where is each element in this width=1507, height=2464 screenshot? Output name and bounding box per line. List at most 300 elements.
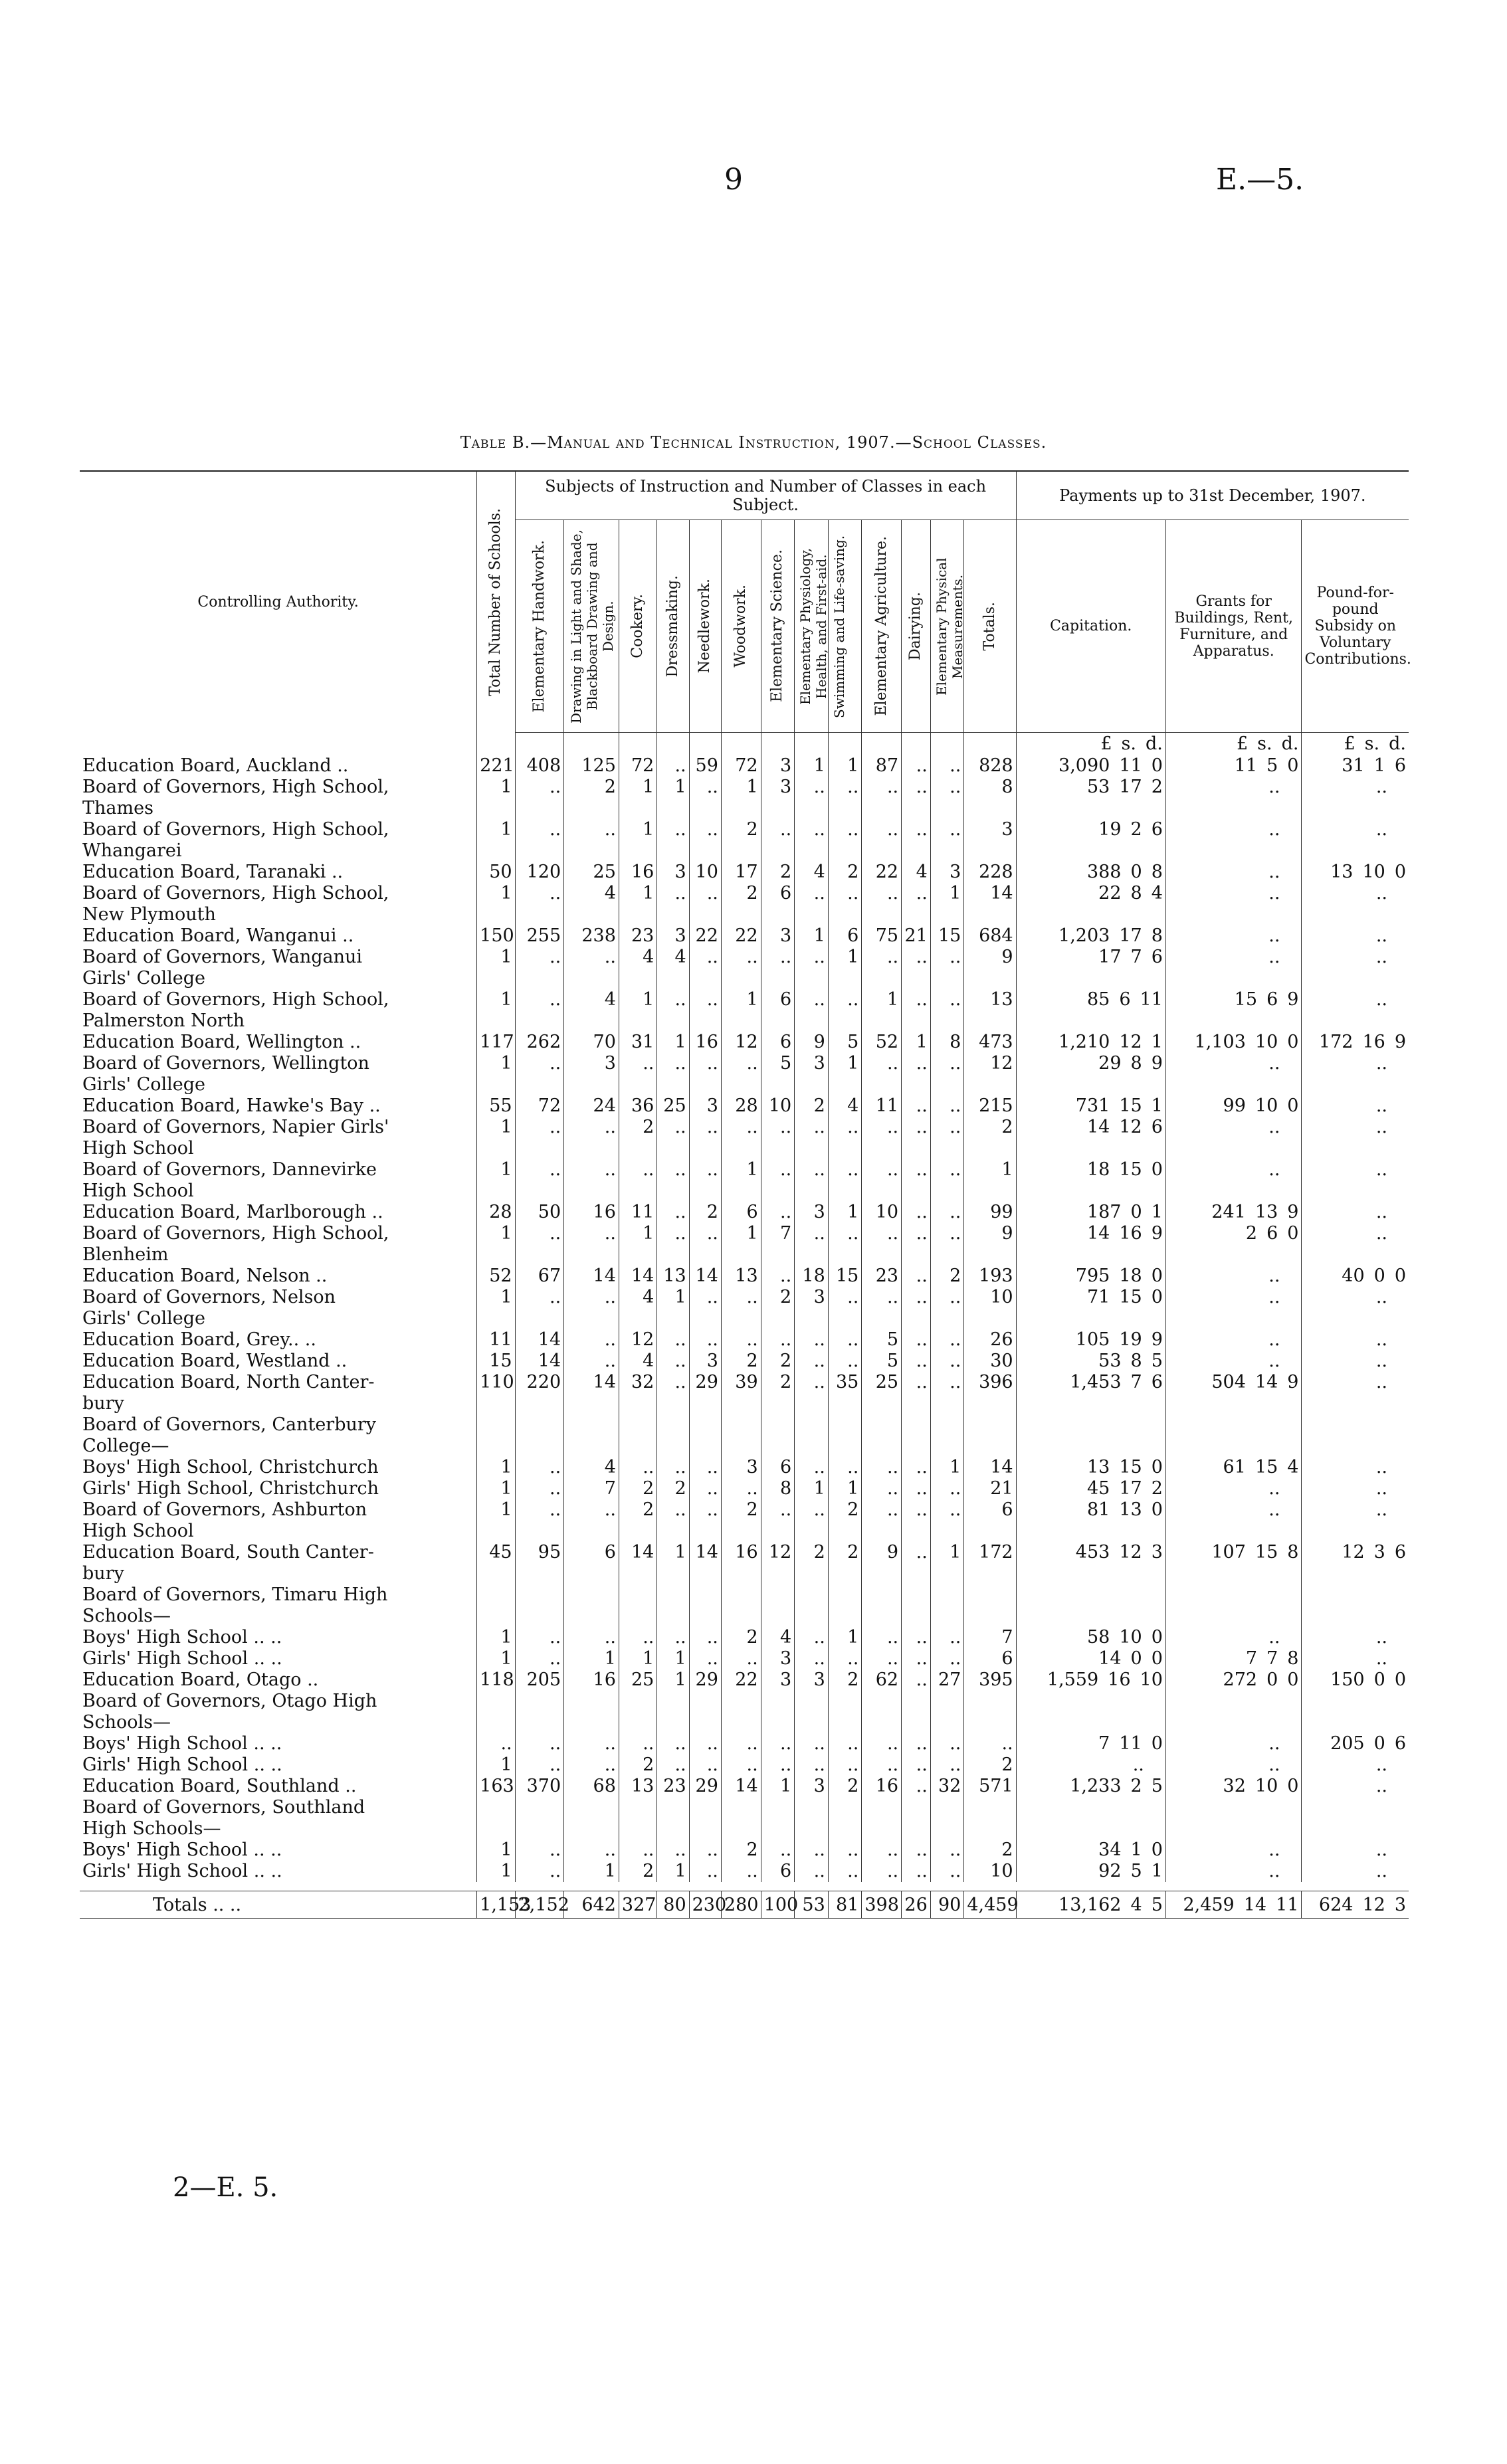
value-cell: 13 [964, 989, 1016, 1010]
value-cell [477, 1436, 515, 1457]
value-cell [902, 904, 931, 925]
value-cell [828, 968, 862, 989]
value-cell [689, 1436, 721, 1457]
value-cell [862, 1691, 902, 1712]
value-cell [689, 1010, 721, 1032]
grant-cell [1165, 1329, 1302, 1351]
grant-part: 5 [1266, 755, 1278, 776]
value-cell: .. [828, 1840, 862, 1861]
value-cell: .. [619, 1840, 656, 1861]
value-cell: 6 [761, 1032, 795, 1053]
sub-part: 3 [1373, 1541, 1385, 1563]
table-row [80, 1691, 1409, 1712]
value-cell: 22 [689, 925, 721, 947]
table-row [80, 1606, 1409, 1627]
cap-cell [1016, 1329, 1165, 1351]
value-cell [964, 1584, 1016, 1606]
value-cell [795, 1010, 829, 1032]
grant-part: 11 [1234, 755, 1258, 776]
value-cell: .. [689, 1159, 721, 1181]
grant-part: 14 [1255, 1371, 1278, 1392]
value-cell: 1 [477, 1478, 515, 1499]
value-cell: 80 [657, 1891, 689, 1919]
table-row [80, 1840, 1409, 1861]
grant-part: 13 [1255, 1201, 1278, 1222]
value-cell [930, 1606, 964, 1627]
value-cell: .. [795, 1499, 829, 1521]
authority-cell: Boys' High School, Christchurch [82, 1456, 379, 1477]
table-row [80, 1266, 1409, 1287]
value-cell [721, 1584, 761, 1606]
value-cell [930, 1010, 964, 1032]
sub-cell [1302, 1840, 1409, 1861]
value-cell [761, 1181, 795, 1202]
grant-part: .. [1268, 882, 1280, 903]
value-cell: .. [902, 947, 931, 968]
value-cell: .. [828, 819, 862, 840]
authority-cell: Education Board, Nelson .. [82, 1265, 328, 1286]
value-cell [862, 1436, 902, 1457]
grant-part: .. [1268, 1116, 1280, 1137]
value-cell: 5 [862, 1329, 902, 1351]
cap-cell [1016, 1478, 1165, 1499]
table-row [80, 777, 1409, 798]
value-cell: 13 [657, 1266, 689, 1287]
value-cell: 2 [964, 1840, 1016, 1861]
value-cell: 1 [619, 1648, 656, 1669]
cap-cell [1016, 1563, 1165, 1584]
value-cell: .. [862, 1287, 902, 1308]
value-cell: 2 [619, 1478, 656, 1499]
value-cell [964, 1010, 1016, 1032]
value-cell: 24 [564, 1095, 619, 1117]
sub-cell [1302, 1499, 1409, 1521]
table-row [80, 968, 1409, 989]
cap-part: 1 [1130, 1839, 1142, 1860]
grant-part: .. [1268, 1265, 1280, 1286]
cap-cell [1016, 1223, 1165, 1244]
value-cell [828, 1606, 862, 1627]
value-cell [828, 1074, 862, 1095]
value-cell: 1 [795, 925, 829, 947]
value-cell: .. [902, 1095, 931, 1117]
value-cell: 1 [657, 1648, 689, 1669]
value-cell: 14 [689, 1542, 721, 1563]
value-cell: 4 [902, 862, 931, 883]
authority-cell: High Schools— [82, 1818, 221, 1839]
value-cell: 18 [795, 1266, 829, 1287]
value-cell: .. [689, 883, 721, 904]
value-cell: 2 [721, 819, 761, 840]
value-cell [564, 1436, 619, 1457]
cap-part: 1 [1151, 1031, 1163, 1052]
value-cell: .. [795, 819, 829, 840]
sub-part: .. [1375, 1499, 1387, 1520]
value-cell: 29 [689, 1776, 721, 1797]
cap-part: .. [1132, 1754, 1144, 1775]
value-cell [930, 1712, 964, 1733]
sub-cell [1302, 1393, 1409, 1414]
value-cell [902, 1584, 931, 1606]
grant-part: 6 [1266, 1222, 1278, 1244]
value-cell: .. [930, 1223, 964, 1244]
value-cell: .. [930, 947, 964, 968]
value-cell: .. [930, 777, 964, 798]
value-cell: 7 [964, 1627, 1016, 1648]
cap-part: 1,210 [1058, 1031, 1110, 1052]
value-cell: 1 [619, 883, 656, 904]
grant-cell [1165, 1202, 1302, 1223]
value-cell: .. [795, 1648, 829, 1669]
value-cell: .. [564, 1840, 619, 1861]
cap-part: 6 [1119, 989, 1131, 1010]
value-cell: .. [862, 1159, 902, 1181]
cap-cell [1016, 862, 1165, 883]
value-cell: 8 [964, 777, 1016, 798]
value-cell [795, 1584, 829, 1606]
value-cell: 684 [964, 925, 1016, 947]
value-cell: 370 [515, 1776, 564, 1797]
value-cell: 1 [619, 777, 656, 798]
cap-part: 1 [1151, 1095, 1163, 1116]
value-cell: .. [515, 947, 564, 968]
value-cell: .. [761, 1329, 795, 1351]
value-cell [761, 1712, 795, 1733]
cap-part: 7 [1130, 946, 1142, 967]
value-cell: .. [795, 1457, 829, 1478]
authority-cell: Education Board, Marlborough .. [82, 1201, 383, 1222]
value-cell: .. [795, 1861, 829, 1882]
authority-cell: New Plymouth [82, 903, 216, 925]
value-cell [902, 1712, 931, 1733]
value-cell: 23 [862, 1266, 902, 1287]
value-cell [657, 1010, 689, 1032]
authority-cell: Education Board, Grey.. .. [82, 1329, 316, 1350]
value-cell: .. [862, 1627, 902, 1648]
sub-cell [1302, 1223, 1409, 1244]
sub-part: 0 [1373, 1265, 1385, 1286]
cap-cell [1016, 1776, 1165, 1797]
value-cell: 1 [477, 1627, 515, 1648]
value-cell: 408 [515, 755, 564, 777]
value-cell: .. [930, 1287, 964, 1308]
value-cell [657, 1584, 689, 1606]
value-cell: .. [515, 1457, 564, 1478]
cap-part: 1,233 [1070, 1775, 1122, 1796]
value-cell [761, 1074, 795, 1095]
value-cell: 2 [721, 1627, 761, 1648]
grant-cell [1165, 1372, 1302, 1393]
value-cell [689, 1244, 721, 1266]
value-cell [721, 1414, 761, 1436]
value-cell: .. [515, 1287, 564, 1308]
value-cell [564, 1712, 619, 1733]
value-cell: .. [689, 777, 721, 798]
value-cell: .. [902, 1266, 931, 1287]
school-classes-table-wrapper [80, 470, 1409, 1919]
cap-part: 1 [1151, 1201, 1163, 1222]
grant-cell [1165, 1499, 1302, 1521]
value-cell: 1 [721, 989, 761, 1010]
value-cell: .. [689, 1840, 721, 1861]
value-cell: 398 [862, 1891, 902, 1919]
value-cell: 53 [795, 1891, 829, 1919]
payments-group-header: Payments up to 31st December, 1907. [1016, 471, 1409, 520]
cap-cell [1016, 1861, 1165, 1882]
cap-part: 17 [1119, 925, 1142, 946]
value-cell: 16 [721, 1542, 761, 1563]
sub-part: 6 [1394, 1733, 1406, 1754]
value-cell: .. [515, 1754, 564, 1776]
value-cell [477, 1308, 515, 1329]
value-cell [795, 1818, 829, 1840]
value-cell: 1 [477, 1457, 515, 1478]
value-cell: .. [657, 1754, 689, 1776]
value-cell: 221 [477, 755, 515, 777]
value-cell: 230 [689, 1891, 721, 1919]
value-cell: .. [761, 1266, 795, 1287]
value-cell: 1 [795, 1478, 829, 1499]
value-cell: .. [761, 1159, 795, 1181]
table-row [80, 1287, 1409, 1308]
value-cell [689, 1074, 721, 1095]
table-row [80, 1499, 1409, 1521]
value-cell [795, 904, 829, 925]
value-cell: .. [902, 755, 931, 777]
cap-part: 18 [1119, 1265, 1142, 1286]
value-cell [964, 1818, 1016, 1840]
value-cell [964, 798, 1016, 819]
value-cell: 1 [477, 1648, 515, 1669]
sub-cell [1302, 1244, 1409, 1266]
value-cell: .. [795, 777, 829, 798]
value-cell: 2 [828, 1669, 862, 1691]
value-cell: 27 [930, 1669, 964, 1691]
grant-part: 0 [1287, 1775, 1299, 1796]
value-cell: 2 [657, 1478, 689, 1499]
table-row [80, 1712, 1409, 1733]
sub-part: .. [1375, 1860, 1387, 1881]
sub-cell [1302, 1542, 1409, 1563]
value-cell: .. [721, 947, 761, 968]
value-cell: 3 [721, 1457, 761, 1478]
cap-part: 12 [1119, 1031, 1142, 1052]
sub-cell [1302, 989, 1409, 1010]
value-cell: .. [828, 1351, 862, 1372]
value-cell [721, 1393, 761, 1414]
cap-part: 0 [1151, 1286, 1163, 1307]
value-cell: .. [564, 1754, 619, 1776]
authority-cell: Girls' College [82, 967, 206, 989]
sub-cell [1302, 1818, 1409, 1840]
value-cell: .. [761, 1754, 795, 1776]
value-cell: .. [862, 1457, 902, 1478]
sub-cell [1302, 1117, 1409, 1138]
value-cell: .. [515, 883, 564, 904]
value-cell: .. [564, 1627, 619, 1648]
sub-cell [1302, 1010, 1409, 1032]
cap-cell [1016, 1669, 1165, 1691]
table-row [80, 1010, 1409, 1032]
value-cell: 14 [689, 1266, 721, 1287]
sub-cell [1302, 1287, 1409, 1308]
value-cell [761, 1010, 795, 1032]
value-cell: 1 [828, 1627, 862, 1648]
grant-part: 10 [1255, 1031, 1278, 1052]
cap-cell [1016, 1308, 1165, 1329]
cap-part: 45 [1086, 1477, 1110, 1499]
value-cell: .. [657, 1733, 689, 1754]
value-cell: .. [795, 1372, 829, 1393]
value-cell [657, 968, 689, 989]
value-cell: .. [930, 1202, 964, 1223]
grant-cell [1165, 1563, 1302, 1584]
value-cell: 1 [828, 755, 862, 777]
value-cell: 25 [862, 1372, 902, 1393]
table-row [80, 883, 1409, 904]
value-cell: .. [862, 883, 902, 904]
authority-cell: Board of Governors, Ashburton [82, 1499, 367, 1520]
value-cell: 28 [477, 1202, 515, 1223]
sub-part: .. [1375, 1456, 1387, 1477]
value-cell: 2 [564, 777, 619, 798]
value-cell: .. [619, 1457, 656, 1478]
sub-cell [1302, 1648, 1409, 1669]
value-cell: .. [657, 1840, 689, 1861]
value-cell: 6 [721, 1202, 761, 1223]
value-cell: 14 [619, 1266, 656, 1287]
cap-part: 7 [1098, 1733, 1110, 1754]
authority-cell: Totals .. .. [80, 1891, 477, 1919]
authority-cell: Board of Governors, High School, [82, 882, 389, 903]
value-cell [902, 1074, 931, 1095]
sub-cell [1302, 840, 1409, 862]
value-cell: 39 [721, 1372, 761, 1393]
sub-cell [1302, 777, 1409, 798]
value-cell [721, 798, 761, 819]
value-cell: 5 [828, 1032, 862, 1053]
cap-cell [1016, 1138, 1165, 1159]
value-cell [564, 1244, 619, 1266]
value-cell [930, 1138, 964, 1159]
value-cell: .. [828, 989, 862, 1010]
value-cell [564, 1074, 619, 1095]
grant-part: .. [1268, 1839, 1280, 1860]
sub-cell [1302, 1891, 1409, 1919]
value-cell: .. [657, 755, 689, 777]
value-cell [828, 1010, 862, 1032]
authority-cell: Board of Governors, High School, [82, 818, 389, 840]
value-cell: .. [902, 819, 931, 840]
grant-part: .. [1268, 1052, 1280, 1074]
value-cell [795, 1436, 829, 1457]
value-cell: 1 [619, 1223, 656, 1244]
value-cell: 10 [761, 1095, 795, 1117]
cap-part: 92 [1098, 1860, 1122, 1881]
value-cell: .. [828, 883, 862, 904]
cap-cell [1016, 968, 1165, 989]
value-cell [795, 1691, 829, 1712]
cap-part: 71 [1086, 1286, 1110, 1307]
grant-cell [1165, 1393, 1302, 1414]
value-cell: .. [902, 1542, 931, 1563]
cap-cell [1016, 1053, 1165, 1074]
cap-part: 8 [1151, 925, 1163, 946]
table-row [80, 1584, 1409, 1606]
controlling-authority-header: Controlling Authority. [197, 593, 359, 611]
value-cell: 473 [964, 1032, 1016, 1053]
cap-part: 12 [1119, 1116, 1142, 1137]
value-cell [689, 1181, 721, 1202]
grant-cell [1165, 1521, 1302, 1542]
value-cell: .. [721, 1733, 761, 1754]
value-cell: 2 [619, 1499, 656, 1521]
grant-part: 0 [1266, 1669, 1278, 1690]
value-cell: .. [689, 1648, 721, 1669]
value-cell: .. [828, 1861, 862, 1882]
cap-part: 11 [1140, 989, 1163, 1010]
value-cell: 14 [964, 883, 1016, 904]
value-cell: 2 [964, 1754, 1016, 1776]
grant-part: 10 [1255, 1775, 1278, 1796]
value-cell: .. [619, 1053, 656, 1074]
value-cell: 75 [862, 925, 902, 947]
grant-cell [1165, 1138, 1302, 1159]
value-cell: 1 [477, 1499, 515, 1521]
value-cell [862, 798, 902, 819]
sub-cell [1302, 1776, 1409, 1797]
value-cell: .. [902, 1329, 931, 1351]
cap-cell [1016, 1797, 1165, 1818]
value-cell: 3 [761, 925, 795, 947]
value-cell [721, 1244, 761, 1266]
value-cell [795, 1521, 829, 1542]
value-cell: 50 [477, 862, 515, 883]
value-cell [761, 1244, 795, 1266]
value-cell: .. [828, 1329, 862, 1351]
grant-cell [1165, 819, 1302, 840]
value-cell: 6 [564, 1542, 619, 1563]
value-cell [657, 1563, 689, 1584]
value-cell [477, 904, 515, 925]
value-cell [689, 1691, 721, 1712]
cap-part: 3,090 [1058, 755, 1110, 776]
document-reference: E.—5. [1216, 163, 1304, 197]
authority-cell: Board of Governors, High School, [82, 989, 389, 1010]
value-cell: .. [761, 1117, 795, 1138]
value-cell: 3 [689, 1351, 721, 1372]
value-cell: .. [902, 1840, 931, 1861]
value-cell: 81 [828, 1891, 862, 1919]
value-cell: .. [657, 1202, 689, 1223]
value-cell: .. [564, 1287, 619, 1308]
value-cell: 7 [564, 1478, 619, 1499]
value-cell: 14 [564, 1372, 619, 1393]
value-cell: 1 [477, 1287, 515, 1308]
value-cell: 26 [964, 1329, 1016, 1351]
authority-cell: bury [82, 1563, 124, 1584]
grant-cell [1165, 1351, 1302, 1372]
value-cell: .. [689, 947, 721, 968]
value-cell: 1 [930, 1457, 964, 1478]
value-cell: 1 [477, 1053, 515, 1074]
value-cell: .. [689, 1053, 721, 1074]
sub-cell [1302, 1159, 1409, 1181]
sub-part: 150 [1330, 1669, 1365, 1690]
sub-cell [1302, 1181, 1409, 1202]
value-cell: .. [564, 1351, 619, 1372]
grant-part: 0 [1287, 1669, 1299, 1690]
